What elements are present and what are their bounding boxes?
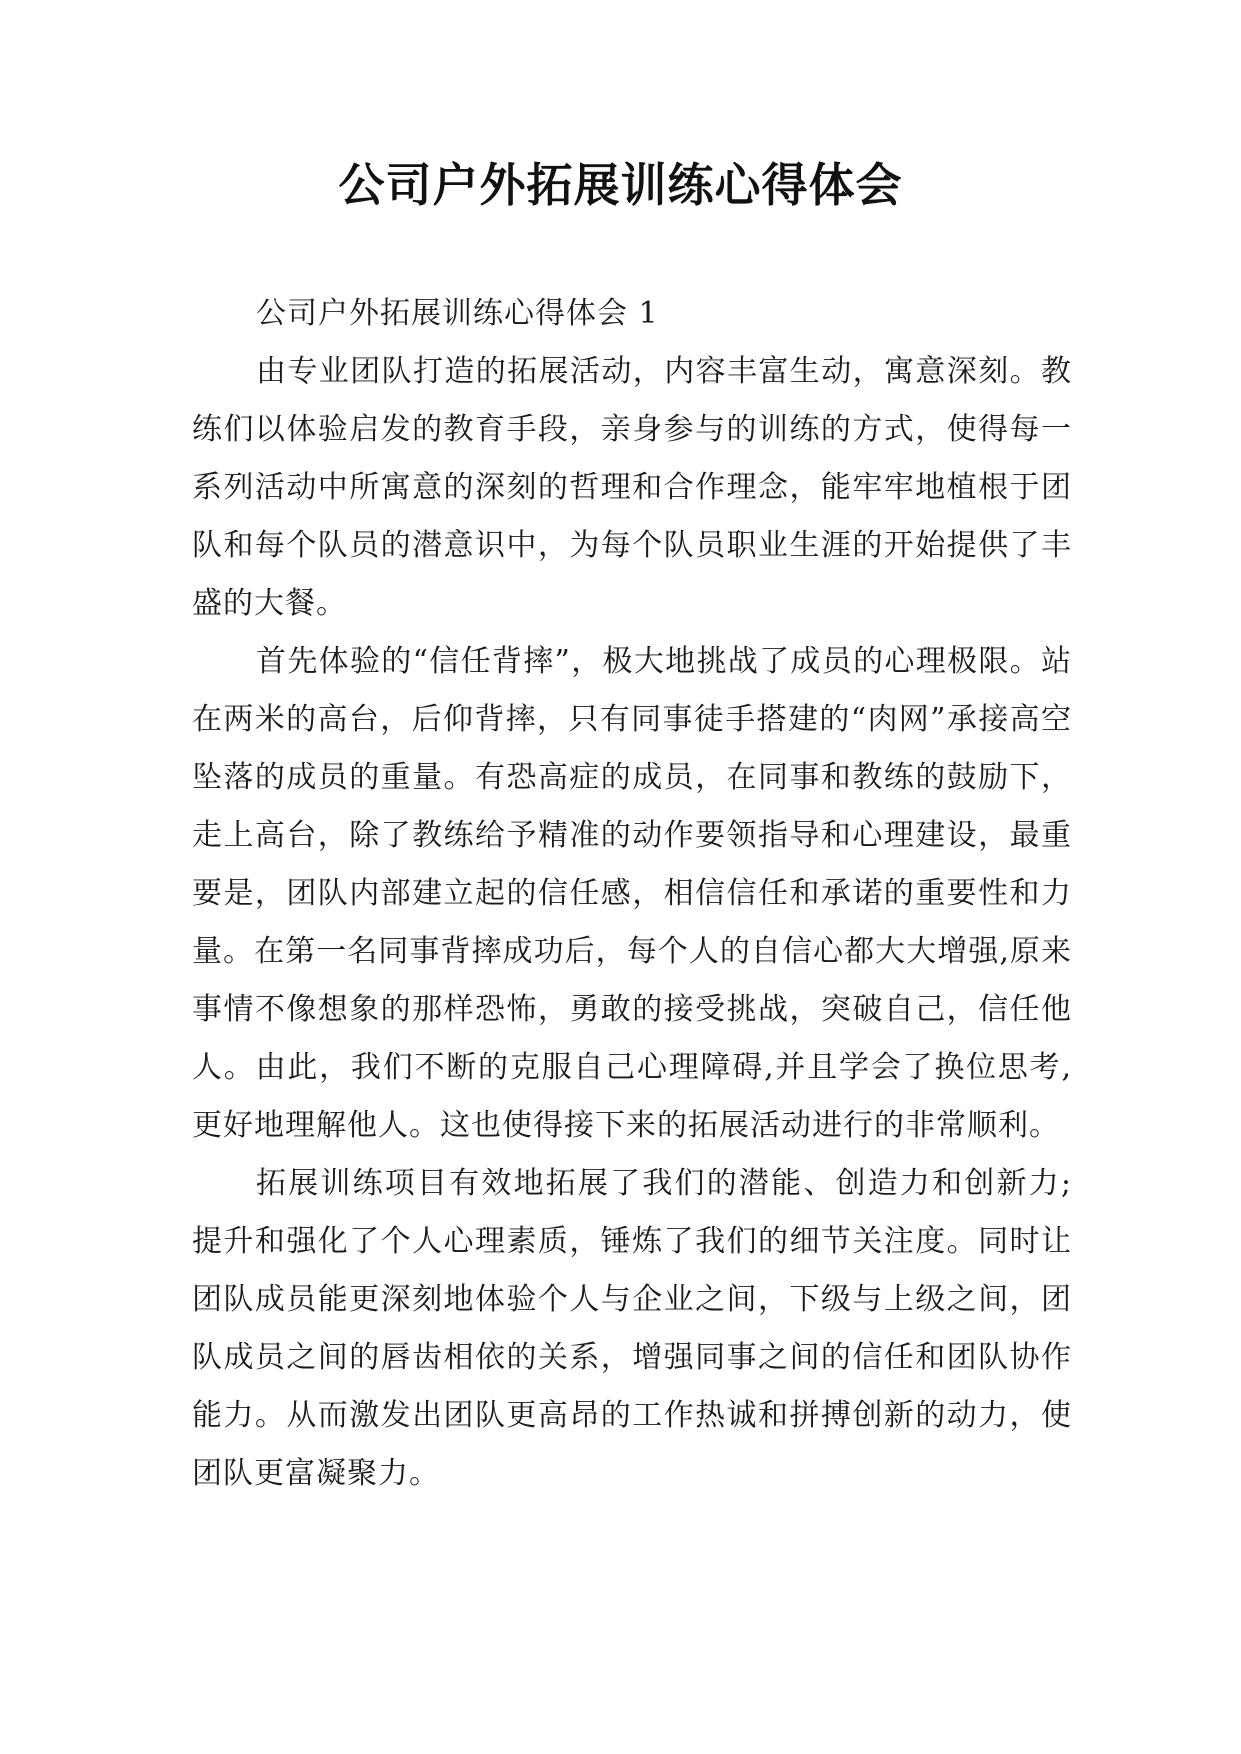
document-body: [192, 285, 1072, 1503]
section-heading: 公司户外拓展训练心得体会 1: [256, 296, 659, 331]
paragraph-1: 由专业团队打造的拓展活动，内容丰富生动，寓意深刻。教练们以体验启发的教育手段，亲身参与的训练的方式，使得每一系列活动中所寓意的深刻的哲理和合作理念，能牢牢地植根于团队和每个队员的潜意识中，为每个队员职业生涯的开始提供了丰盛的大餐。: [192, 354, 1072, 621]
document-title: 公司户外拓展训练心得体会: [338, 158, 903, 212]
paragraph-3: 拓展训练项目有效地拓展了我们的潜能、创造力和创新力;提升和强化了个人心理素质，锤炼了我们的细节关注度。同时让团队成员能更深刻地体验个人与企业之间，下级与上级之间，团队成员之间的唇齿相依的关系，增强同事之间的信任和团队协作能力。从而激发出团队更高昂的工作热诚和拼搏创新的动力，使团队更富凝聚力。: [192, 1166, 1072, 1491]
paragraph-2: 首先体验的“信任背摔”，极大地挑战了成员的心理极限。站在两米的高台，后仰背摔，只有同事徒手搭建的“肉网”承接高空坠落的成员的重量。有恐高症的成员，在同事和教练的鼓励下，走上高台，除了教练给予精准的动作要领指导和心理建设，最重要是，团队内部建立起的信任感，相信信任和承诺的重要性和力量。在第一名同事背摔成功后，每个人的自信心都大大增强,原来事情不像想象的那样恐怖，勇敢的接受挑战，突破自己，信任他人。由此，我们不断的克服自己心理障碍,并且学会了换位思考,更好地理解他人。这也使得接下来的拓展活动进行的非常顺利。: [192, 644, 1072, 1143]
